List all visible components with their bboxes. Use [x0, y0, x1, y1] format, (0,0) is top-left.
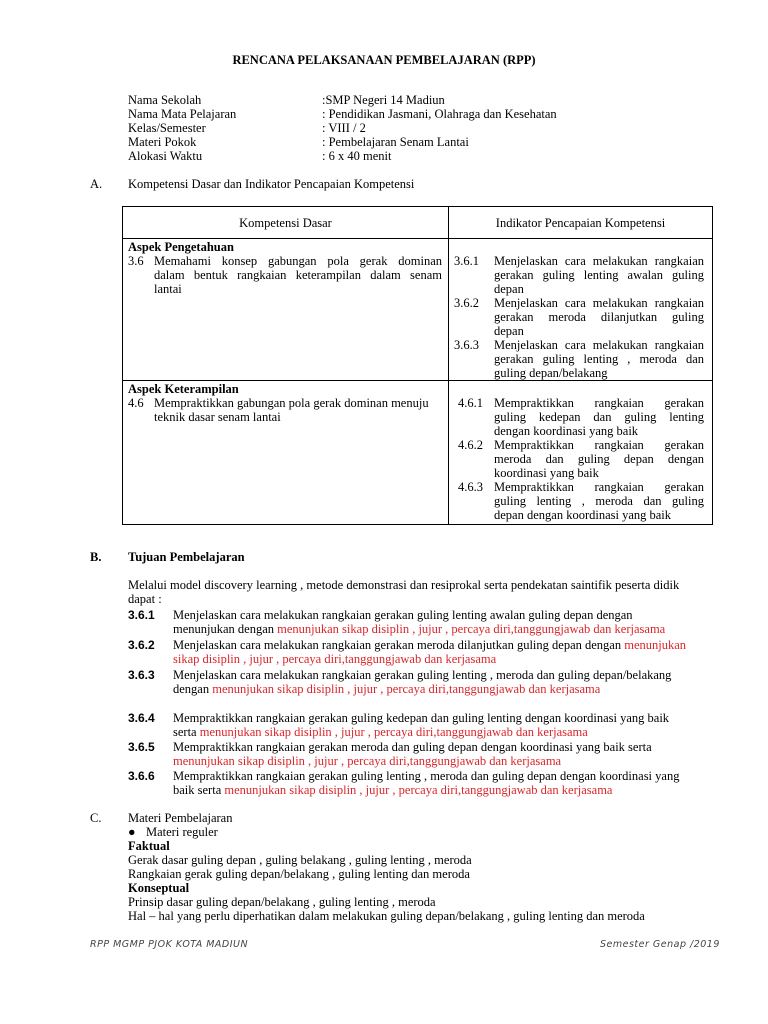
indicator-line: depan [494, 324, 524, 338]
objective-attitude-text: menunjukan sikap disiplin , jujur , percaya diri,tanggungjawab dan kerjasama [277, 622, 666, 636]
aspect-label: Aspek Keterampilan [128, 382, 239, 396]
indicator-line: guling lenting , meroda dan guling [494, 494, 704, 508]
konseptual-line: Prinsip dasar guling depan/belakang , guling lenting , meroda [128, 895, 436, 909]
objective-line: Mempraktikkan rangkaian gerakan meroda dan guling depan dengan koordinasi yang baik serta [173, 740, 652, 754]
identity-label: Nama Mata Pelajaran [128, 107, 237, 121]
objective-attitude-text: menunjukan sikap disiplin , jujur , percaya diri,tanggungjawab dan kerjasama [224, 783, 613, 797]
objective-attitude-text: menunjukan sikap disiplin , jujur , percaya diri,tanggungjawab dan kerjasama [199, 725, 588, 739]
table-row [123, 381, 713, 525]
identity-label: Nama Sekolah [128, 93, 202, 107]
section-a-title: Kompetensi Dasar dan Indikator Pencapaian Kompetensi [128, 177, 415, 191]
objective-line [173, 622, 710, 636]
identity-value: : Pembelajaran Senam Lantai [322, 135, 469, 149]
objective-number: 3.6.1 [128, 608, 155, 622]
kd-line: dalam bentuk rangkaian keterampilan dalam senam [154, 268, 442, 282]
ipk-cell-skill [449, 381, 713, 525]
competency-table [122, 206, 713, 525]
bullet-icon: ● [128, 825, 136, 839]
objective-line: Menjelaskan cara melakukan rangkaian gerakan guling lenting awalan guling depan dengan [173, 608, 633, 622]
indicator-number: 3.6.3 [454, 338, 479, 352]
objective-line [173, 638, 710, 652]
indicator-line: depan dengan koordinasi yang baik [494, 508, 672, 522]
faktual-heading: Faktual [128, 839, 170, 853]
objective-line [173, 783, 710, 797]
indicator-line: Menjelaskan cara melakukan rangkaian [494, 254, 704, 268]
kd-number: 4.6 [128, 396, 144, 410]
kd-line: lantai [154, 282, 182, 296]
header-ipk: Indikator Pencapaian Kompetensi [449, 207, 713, 239]
objective-number: 3.6.5 [128, 740, 155, 754]
kd-line: teknik dasar senam lantai [154, 410, 281, 424]
aspect-label: Aspek Pengetahuan [128, 240, 234, 254]
indicator-line: Mempraktikkan rangkaian gerakan [494, 480, 704, 494]
objective-line [173, 652, 710, 666]
identity-label: Alokasi Waktu [128, 149, 203, 163]
identity-value: :SMP Negeri 14 Madiun [322, 93, 445, 107]
objective-number: 3.6.6 [128, 769, 155, 783]
bullet-text: Materi reguler [146, 825, 218, 839]
objective-attitude-text: menunjukan sikap disiplin , jujur , percaya diri,tanggungjawab dan kerjasama [212, 682, 601, 696]
kd-line: Mempraktikkan gabungan pola gerak dominan menuju [154, 396, 429, 410]
objective-line [173, 725, 710, 739]
footer-left: RPP MGMP PJOK KOTA MADIUN [90, 939, 249, 950]
objective-number: 3.6.4 [128, 711, 155, 725]
objective-line: Menjelaskan cara melakukan rangkaian gerakan guling lenting , meroda dan guling depan/belakang [173, 668, 672, 682]
indicator-line: Menjelaskan cara melakukan rangkaian [494, 338, 704, 352]
objective-line: Mempraktikkan rangkaian gerakan guling lenting , meroda dan guling depan dengan koordinasi yang [173, 769, 680, 783]
indicator-line: depan [494, 282, 524, 296]
objective-number: 3.6.2 [128, 638, 155, 652]
indicator-number: 4.6.1 [458, 396, 483, 410]
objective-attitude-text: menunjukan sikap disiplin , jujur , percaya diri,tanggungjawab dan kerjasama [173, 754, 562, 768]
indicator-line: gerakan guling lenting , meroda dan [494, 352, 704, 366]
faktual-line: Rangkaian gerak guling depan/belakang , guling lenting dan meroda [128, 867, 470, 881]
identity-value: : Pendidikan Jasmani, Olahraga dan Kesehatan [322, 107, 557, 121]
indicator-number: 4.6.3 [458, 480, 483, 494]
objective-number: 3.6.3 [128, 668, 155, 682]
objective-text: Menjelaskan cara melakukan rangkaian gerakan meroda dilanjutkan guling depan dengan [173, 638, 625, 652]
section-a-letter: A. [90, 177, 103, 191]
indicator-number: 3.6.1 [454, 254, 479, 268]
ipk-cell-knowledge [449, 239, 713, 381]
objective-intro-line: Melalui model discovery learning , metode demonstrasi dan resiprokal serta pendekatan saintifik peserta didik [128, 578, 680, 592]
identity-value: : 6 x 40 menit [322, 149, 392, 163]
kd-cell-knowledge [123, 239, 449, 381]
indicator-line: gerakan guling lenting awalan guling [494, 268, 704, 282]
indicator-number: 3.6.2 [454, 296, 479, 310]
objective-attitude-text: sikap disiplin , jujur , percaya diri,tanggungjawab dan kerjasama [173, 652, 497, 666]
indicator-line: Mempraktikkan rangkaian gerakan [494, 396, 704, 410]
kd-line: Memahami konsep gabungan pola gerak dominan [154, 254, 442, 268]
identity-label: Kelas/Semester [128, 121, 206, 135]
section-b-title: Tujuan Pembelajaran [128, 550, 245, 564]
faktual-line: Gerak dasar guling depan , guling belakang , guling lenting , meroda [128, 853, 472, 867]
indicator-number: 4.6.2 [458, 438, 483, 452]
objective-line [173, 754, 710, 768]
section-c-letter: C. [90, 811, 102, 825]
section-c-title: Materi Pembelajaran [128, 811, 233, 825]
kd-cell-skill [123, 381, 449, 525]
footer-right: Semester Genap /2019 [600, 939, 720, 950]
identity-label: Materi Pokok [128, 135, 197, 149]
identity-value: : VIII / 2 [322, 121, 366, 135]
table-header-row [123, 207, 713, 239]
objective-line: Mempraktikkan rangkaian gerakan guling kedepan dan guling lenting dengan koordinasi yang baik [173, 711, 670, 725]
objective-intro-line: dapat : [128, 592, 162, 606]
header-kd: Kompetensi Dasar [123, 207, 449, 239]
objective-text: serta [173, 725, 200, 739]
indicator-line: dengan koordinasi yang baik [494, 424, 639, 438]
indicator-line: guling kedepan dan guling lenting [494, 410, 704, 424]
indicator-line: Menjelaskan cara melakukan rangkaian [494, 296, 704, 310]
document-title: RENCANA PELAKSANAAN PEMBELAJARAN (RPP) [232, 53, 536, 67]
konseptual-heading: Konseptual [128, 881, 190, 895]
objective-line [173, 682, 710, 696]
objective-text: baik serta [173, 783, 225, 797]
objective-text: menunjukan dengan [173, 622, 278, 636]
objective-text: dengan [173, 682, 213, 696]
objective-attitude-text: menunjukan [624, 638, 687, 652]
indicator-line: gerakan meroda dilanjutkan guling [494, 310, 704, 324]
indicator-line: meroda dan guling depan dengan [494, 452, 704, 466]
kd-number: 3.6 [128, 254, 144, 268]
indicator-line: koordinasi yang baik [494, 466, 599, 480]
section-b-letter: B. [90, 550, 102, 564]
konseptual-line: Hal – hal yang perlu diperhatikan dalam melakukan guling depan/belakang , guling lenting dan meroda [128, 909, 645, 923]
indicator-line: Mempraktikkan rangkaian gerakan [494, 438, 704, 452]
table-row [123, 239, 713, 381]
indicator-line: guling depan/belakang [494, 366, 608, 380]
